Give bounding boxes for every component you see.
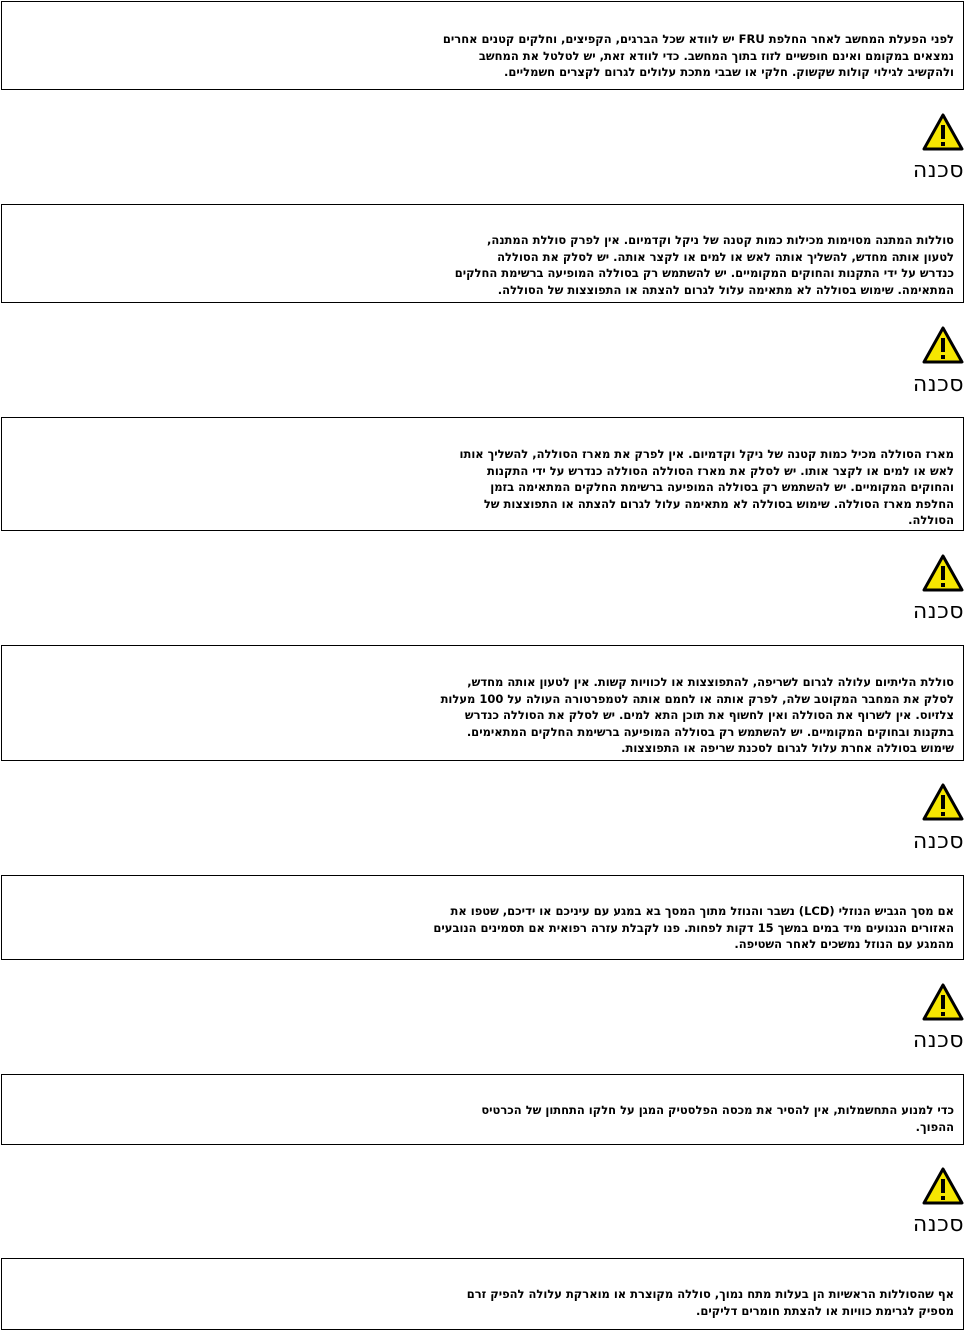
danger-notice-text: כדי למנוע התחשמלות, אין להסיר את מכסה הפלסטיק המגן על חלקו התחתון של הכרטיס ההפוך. xyxy=(481,1103,954,1134)
danger-label: סכנה xyxy=(912,158,964,183)
danger-label: סכנה xyxy=(912,1028,964,1053)
danger-label: סכנה xyxy=(912,599,964,624)
warning-triangle-icon xyxy=(922,554,964,592)
warning-triangle-icon xyxy=(922,326,964,364)
danger-notice-text: אף שהסוללות הראשיות הן בעלות מתח נמוך, סוללה מקוצרת או מוארקת עלולה להפיק זרם מספיק לגרימת כוויות או להצתת חומרים דליקים. xyxy=(466,1287,954,1318)
danger-notice-text: סוללות המתנה מסוימות מכילות כמות קטנה של ניקל וקדמיום. אין לפרק סוללת המתנה, לטעון אותה מחדש, להשליך אותה לאש או למים או לקצר אותה. יש לסלק את הסוללה כנדרש על ידי התקנות והחוקים המקומיים. יש להשתמש רק בסוללה המופיעה ברשימת החלקים המתאימה. שימוש בסוללה לא מתאימה עלול לגרום להצתה או התפוצצות של הסוללה. xyxy=(454,233,954,297)
attention-notice-text: לפני הפעלת המחשב לאחר החלפת FRU יש לוודא שכל הברגים, הקפיצים, וחלקים קטנים אחרים נמצאים במקומם ואינם חופשיים לזוז בתוך המחשב. כדי לוודא זאת, יש לטלטל את המחשב ולהקשיב לגילוי קולות שקשוק. חלקי או שבבי מתכת עלולים לגרום לקצרים חשמליים. xyxy=(442,32,954,79)
danger-label: סכנה xyxy=(912,372,964,397)
danger-label: סכנה xyxy=(912,1212,964,1237)
warning-triangle-icon xyxy=(922,783,964,821)
warning-triangle-icon xyxy=(922,113,964,151)
danger-notice-text: סוללת הליתיום עלולה לגרום לשריפה, להתפוצצות או לכוויות קשות. אין לטעון אותה מחדש, לסלק את המחבר המקוטב שלה, לפרק אותה או לחמם אותה לטמפרטורה העולה על 100 מעלות צלזיוס. אין לשרוף את הסוללה ואין לחשוף את תוכן התא למים. יש לסלק את הסוללה כנדרש בתקנות ובחוקים המקומיים. יש להשתמש רק בסוללה המופיעה ברשימת החלקים המתאימים. שימוש בסוללה אחרת עלול לגרום לסכנת שריפה או התפוצצות. xyxy=(440,675,954,755)
danger-notice-text: מארז הסוללה מכיל כמות קטנה של ניקל וקדמיום. אין לפרק את מארז הסוללה, להשליך אותו לאש או למים או לקצר אותו. יש לסלק את מארז הסוללה הסוללה כנדרש על ידי התקנות והחוקים המקומיים. יש להשתמש רק בסוללה המופיעה ברשימת החלקים המתאימה בזמן החלפת מארז הסוללה. שימוש בסוללה לא מתאימה עלול לגרום להצתה או התפוצצות של הסוללה. xyxy=(459,447,954,527)
danger-notice-text: אם מסך הגביש הנוזלי (LCD) נשבר והנוזל מתוך המסך בא במגע עם עיניכם או ידיכם, שטפו את האזורים הנגועים מיד במים במשך 15 דקות לפחות. פנו לקבלת עזרה רפואית אם תסמינים הנובעים מהמגע עם הנוזל נמשכים לאחר השטיפה. xyxy=(433,904,954,951)
danger-label: סכנה xyxy=(912,829,964,854)
warning-triangle-icon xyxy=(922,1167,964,1205)
warning-triangle-icon xyxy=(922,983,964,1021)
